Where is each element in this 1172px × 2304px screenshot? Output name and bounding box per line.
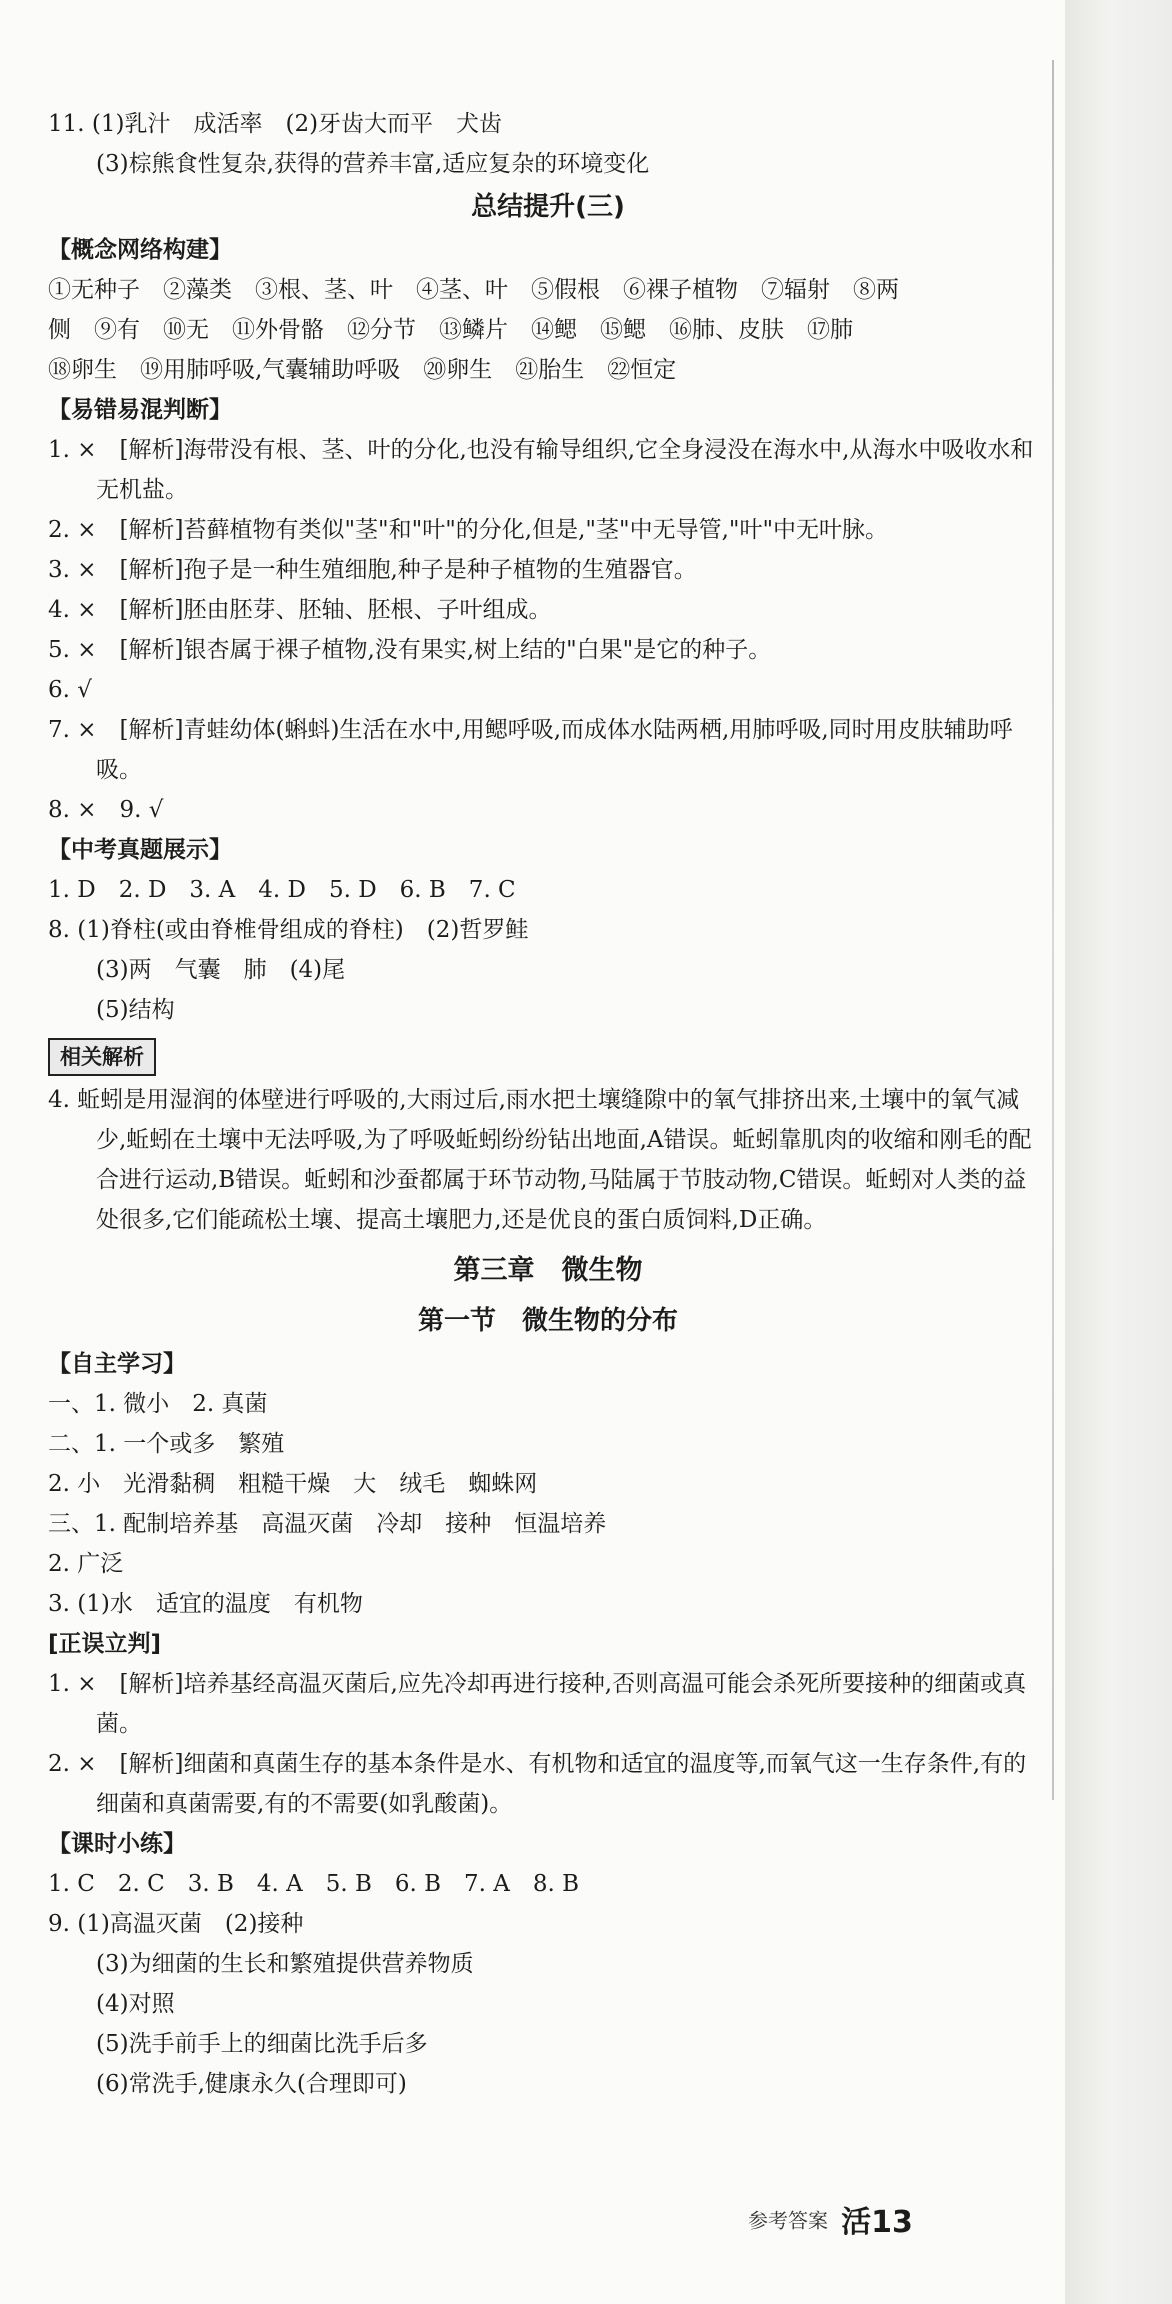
page-content (48, 104, 1048, 2104)
concept-header: 【概念网络构建】 (48, 237, 232, 263)
self-study-line: 2. 广泛 (48, 1551, 124, 1577)
exam-header: 【中考真题展示】 (48, 837, 232, 863)
page-footer (748, 2197, 998, 2240)
analysis-text: 4. 蚯蚓是用湿润的体壁进行呼吸的,大雨过后,雨水把土壤缝隙中的氧气排挤出来,土壤中的氧气减少,蚯蚓在土壤中无法呼吸,为了呼吸蚯蚓纷纷钻出地面,A错误。蚯蚓靠肌肉的收缩和刚毛的配合进行运动,B错误。蚯蚓和沙蚕都属于环节动物,马陆属于节肢动物,C错误。蚯蚓对人类的益处很多,它们能疏松土壤、提高土壤肥力,还是优良的蛋白质饲料,D正确。 (48, 1087, 1032, 1233)
practice-line: (3)为细菌的生长和繁殖提供营养物质 (96, 1951, 474, 1977)
self-study-header: 【自主学习】 (48, 1351, 186, 1377)
exam-line: 1. D 2. D 3. A 4. D 5. D 6. B 7. C (48, 877, 516, 903)
practice-line: (5)洗手前手上的细菌比洗手后多 (96, 2031, 428, 2057)
practice-header: 【课时小练】 (48, 1831, 186, 1857)
judge-header: 【易错易混判断】 (48, 397, 232, 423)
judge-item: 2. × [解析]苔藓植物有类似"茎"和"叶"的分化,但是,"茎"中无导管,"叶"中无叶脉。 (48, 517, 889, 543)
self-study-line: 一、1. 微小 2. 真菌 (48, 1391, 268, 1417)
concept-line: ⑱卵生 ⑲用肺呼吸,气囊辅助呼吸 ⑳卵生 ㉑胎生 ㉒恒定 (48, 357, 677, 383)
judge-item: 1. × [解析]海带没有根、茎、叶的分化,也没有输导组织,它全身浸没在海水中,从海水中吸收水和无机盐。 (48, 437, 1034, 503)
practice-line: (6)常洗手,健康永久(合理即可) (96, 2071, 407, 2097)
self-study-line: 三、1. 配制培养基 高温灭菌 冷却 接种 恒温培养 (48, 1511, 607, 1537)
self-study-line: 二、1. 一个或多 繁殖 (48, 1431, 285, 1457)
exam-line: (5)结构 (96, 997, 175, 1023)
concept-line: ①无种子 ②藻类 ③根、茎、叶 ④茎、叶 ⑤假根 ⑥裸子植物 ⑦辐射 ⑧两 (48, 277, 899, 303)
practice-line: 9. (1)高温灭菌 (2)接种 (48, 1911, 304, 1937)
judge-item: 7. × [解析]青蛙幼体(蝌蚪)生活在水中,用鳃呼吸,而成体水陆两栖,用肺呼吸,同时用皮肤辅助呼吸。 (48, 717, 1013, 783)
q11-line2: (3)棕熊食性复杂,获得的营养丰富,适应复杂的环境变化 (96, 151, 650, 177)
chapter-title: 第三章 微生物 (453, 1255, 643, 1286)
exam-line: (3)两 气囊 肺 (4)尾 (96, 957, 346, 983)
judge-item: 5. × [解析]银杏属于裸子植物,没有果实,树上结的"白果"是它的种子。 (48, 637, 772, 663)
correct-item: 2. × [解析]细菌和真菌生存的基本条件是水、有机物和适宜的温度等,而氧气这一生存条件,有的细菌和真菌需要,有的不需要(如乳酸菌)。 (48, 1751, 1027, 1817)
correct-item: 1. × [解析]培养基经高温灭菌后,应先冷却再进行接种,否则高温可能会杀死所要接种的细菌或真菌。 (48, 1671, 1027, 1737)
concept-line: 侧 ⑨有 ⑩无 ⑪外骨骼 ⑫分节 ⑬鳞片 ⑭鳃 ⑮鳃 ⑯肺、皮肤 ⑰肺 (48, 317, 853, 343)
page-edge (1065, 0, 1172, 2304)
analysis-label: 相关解析 (48, 1038, 156, 1076)
binding-line (1052, 60, 1054, 1800)
judge-item: 4. × [解析]胚由胚芽、胚轴、胚根、子叶组成。 (48, 597, 552, 623)
correct-header: [正误立判] (48, 1631, 162, 1657)
summary-title: 总结提升(三) (471, 192, 625, 222)
judge-item: 6. √ (48, 677, 92, 703)
practice-line: 1. C 2. C 3. B 4. A 5. B 6. B 7. A 8. B (48, 1871, 580, 1897)
practice-line: (4)对照 (96, 1991, 175, 2017)
section-title: 第一节 微生物的分布 (417, 1306, 678, 1336)
self-study-line: 2. 小 光滑黏稠 粗糙干燥 大 绒毛 蜘蛛网 (48, 1471, 538, 1497)
self-study-line: 3. (1)水 适宜的温度 有机物 (48, 1591, 363, 1617)
judge-item: 3. × [解析]孢子是一种生殖细胞,种子是种子植物的生殖器官。 (48, 557, 697, 583)
q11-line1: 11. (1)乳汁 成活率 (2)牙齿大而平 犬齿 (48, 111, 503, 137)
footer-label: 参考答案 (748, 2208, 828, 2233)
page-number: 活13 (841, 2205, 913, 2240)
judge-item: 8. × 9. √ (48, 797, 164, 823)
exam-line: 8. (1)脊柱(或由脊椎骨组成的脊柱) (2)哲罗鲑 (48, 917, 529, 943)
